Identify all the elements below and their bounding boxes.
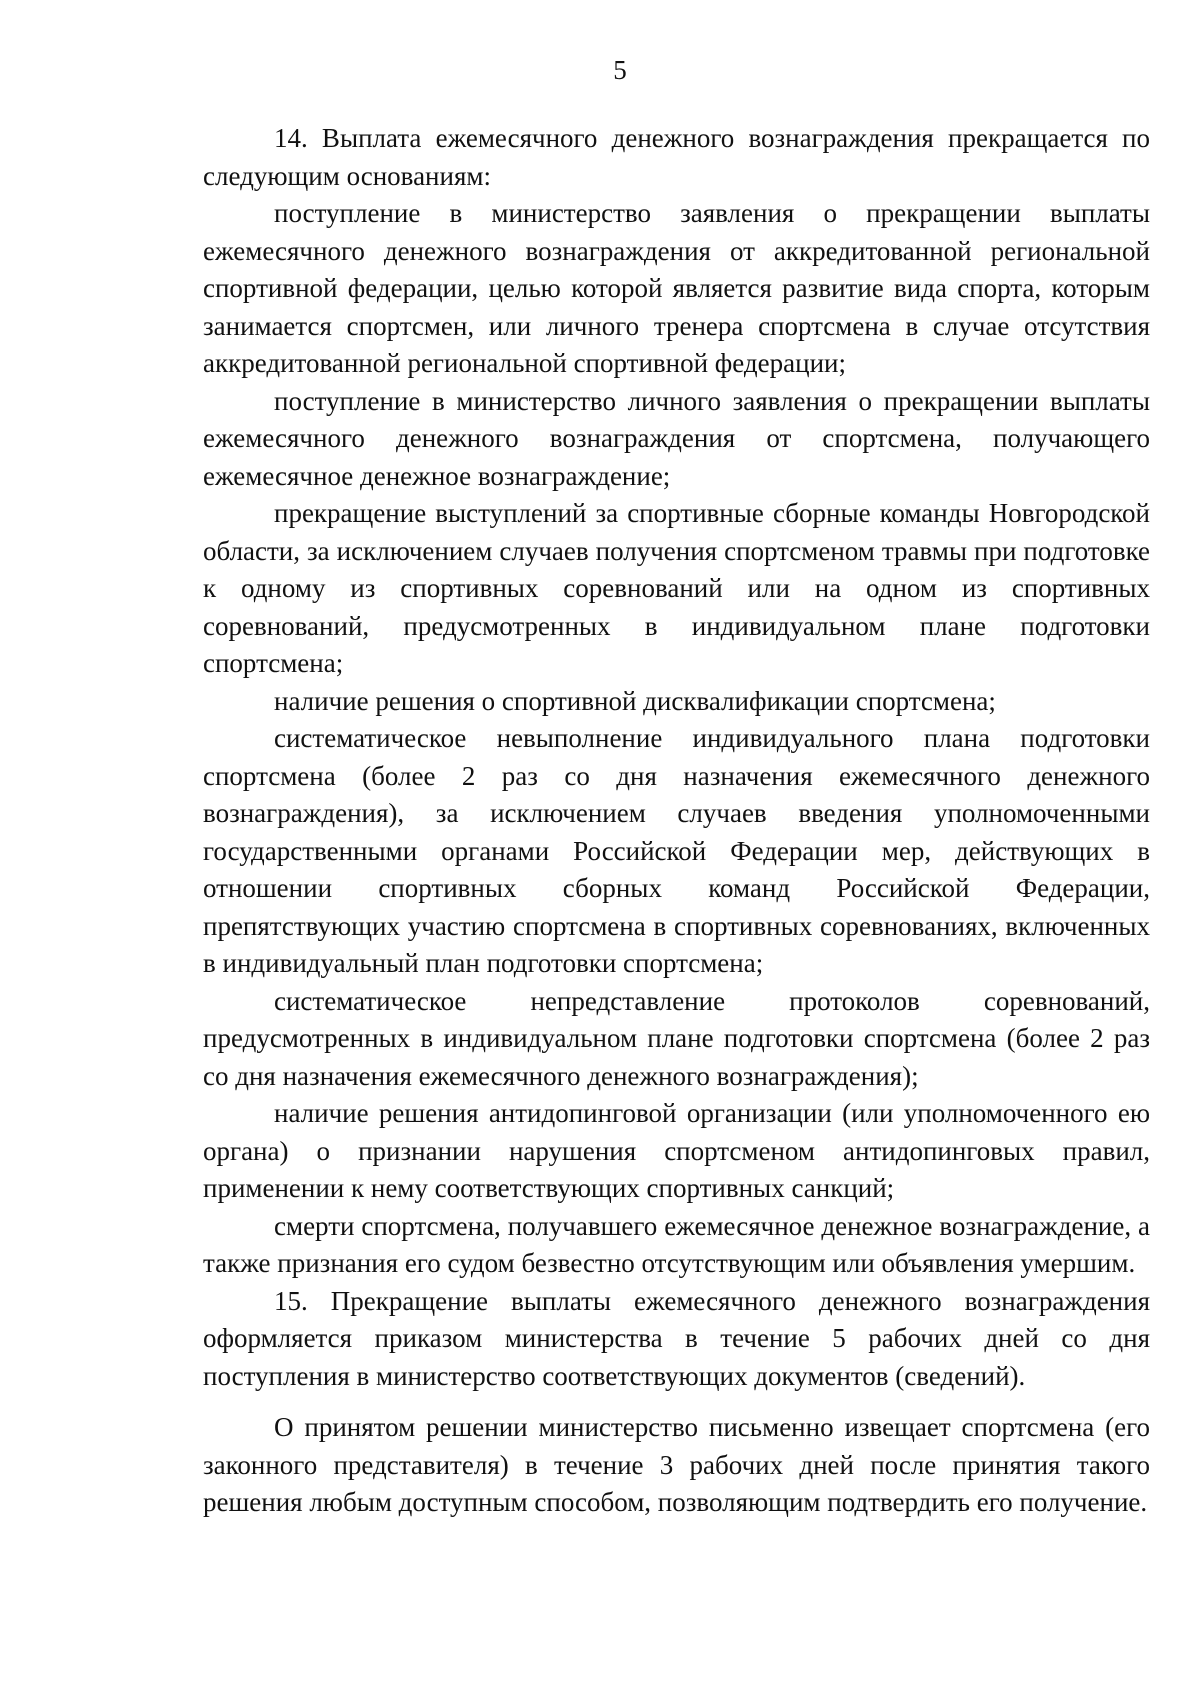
page-number: 5: [613, 55, 627, 85]
paragraph-ground-protocols-not-submitted: систематическое непредставление протоколов соревнований, предусмотренных в индивидуальном плане подготовки спортсмена (более 2 раз со дня назначения ежемесячного денежного вознаграждения);: [203, 985, 1150, 1091]
document-body: [203, 120, 1150, 1522]
paragraph-ground-stopped-performing: прекращение выступлений за спортивные сборные команды Новгородской области, за исключением случаев получения спортсменом травмы при подготовке к одному из спортивных соревнований или на одном из спортивных соревнований, предусмотренных в индивидуальном плане подготовки спортсмена;: [203, 498, 1150, 678]
paragraph-ground-plan-nonfulfillment: систематическое невыполнение индивидуального плана подготовки спортсмена (более 2 раз со дня назначения ежемесячного денежного вознаграждения), за исключением случаев введения уполномоченными государственными органами Российской Федерации мер, действующих в отношении спортивных сборных команд Российской Федерации, препятствующих участию спортсмена в спортивных соревнованиях, включенных в индивидуальный план подготовки спортсмена;: [203, 723, 1150, 978]
paragraph-ground-federation-application: поступление в министерство заявления о прекращении выплаты ежемесячного денежного вознаграждения от аккредитованной региональной спортивной федерации, целью которой является развитие вида спорта, которым занимается спортсмен, или личного тренера спортсмена в случае отсутствия аккредитованной региональной спортивной федерации;: [203, 198, 1150, 378]
paragraph-notification: О принятом решении министерство письменно извещает спортсмена (его законного представителя) в течение 3 рабочих дней после принятия такого решения любым доступным способом, позволяющим подтвердить его получение.: [203, 1412, 1150, 1517]
paragraph-ground-disqualification: наличие решения о спортивной дисквалификации спортсмена;: [274, 685, 996, 716]
paragraph-clause-15: 15. Прекращение выплаты ежемесячного денежного вознаграждения оформляется приказом министерства в течение 5 рабочих дней со дня поступления в министерство соответствующих документов (сведений).: [203, 1285, 1150, 1391]
paragraph-clause-14: 14. Выплата ежемесячного денежного вознаграждения прекращается по следующим основаниям:: [203, 123, 1150, 191]
paragraph-ground-personal-application: поступление в министерство личного заявления о прекращении выплаты ежемесячного денежного вознаграждения от спортсмена, получающего ежемесячное денежное вознаграждение;: [203, 385, 1150, 491]
paragraph-ground-antidoping: наличие решения антидопинговой организации (или уполномоченного ею органа) о признании нарушения спортсменом антидопинговых правил, применении к нему соответствующих спортивных санкций;: [203, 1098, 1150, 1203]
paragraph-ground-death: смерти спортсмена, получавшего ежемесячное денежное вознаграждение, а также признания его судом безвестно отсутствующим или объявления умершим.: [203, 1210, 1150, 1278]
